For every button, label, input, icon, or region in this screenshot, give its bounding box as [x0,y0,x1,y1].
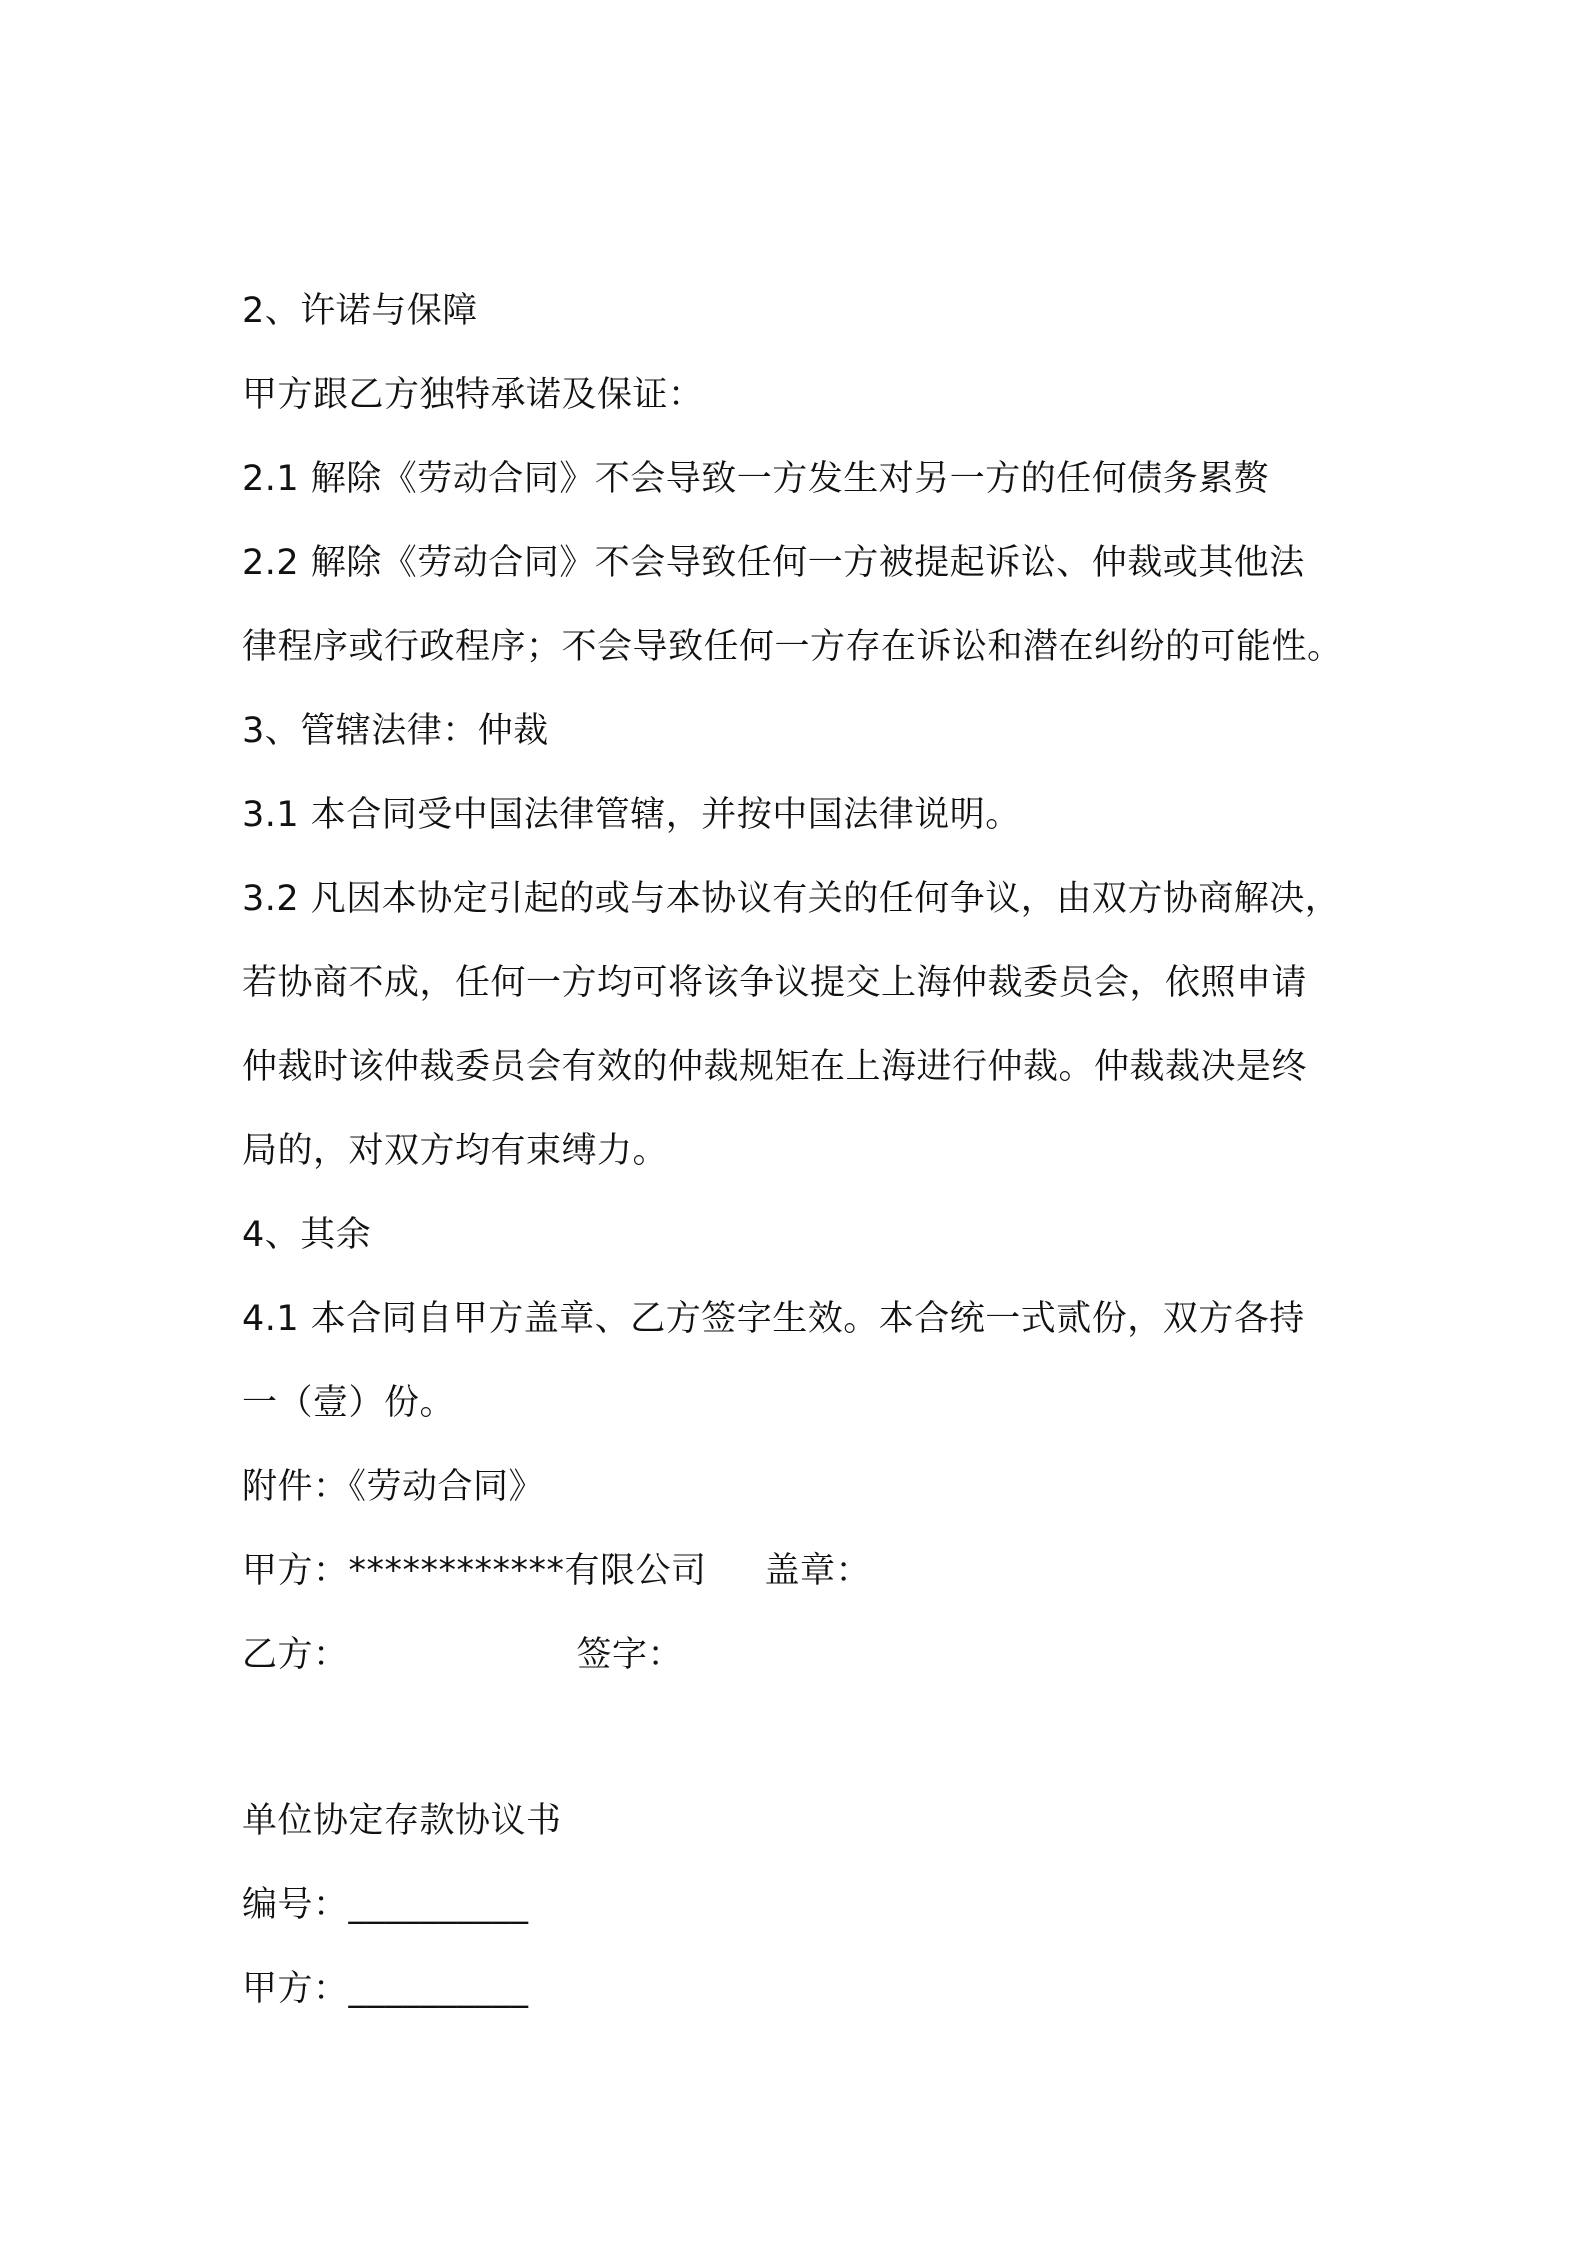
party-a-seal-label: 盖章： [764,1551,872,1591]
party-a-signature-line [242,1547,871,1595]
clause-4-1-line-1: 4.1 本合同自甲方盖章、乙方签字生效。本合统一式贰份，双方各持 [242,1299,1305,1339]
clause-3-2-line-3: 仲裁时该仲裁委员会有效的仲裁规矩在上海进行仲裁。仲裁裁决是终 [242,1047,1308,1087]
attachment-line: 附件：《劳动合同》 [242,1467,545,1507]
party-b-label: 乙方： [242,1635,349,1675]
second-doc-party-a-line: 甲方：__________ [242,1969,529,2009]
paragraph-line: 甲方跟乙方独特承诺及保证： [242,375,704,415]
party-a-label: 甲方：************有限公司 [242,1551,707,1591]
clause-2-2-line-1: 2.2 解除《劳动合同》不会导致任何一方被提起诉讼、仲裁或其他法 [242,543,1305,583]
clause-2-2-line-2: 律程序或行政程序；不会导致任何一方存在诉讼和潜在纠纷的可能性。 [242,627,1343,667]
section-heading-others: 4、其余 [242,1215,372,1255]
party-b-sign-label: 签字： [576,1635,684,1675]
clause-3-2-line-4: 局的，对双方均有束缚力。 [242,1131,669,1171]
second-doc-title: 单位协定存款协议书 [242,1801,562,1841]
clause-3-2-line-2: 若协商不成，任何一方均可将该争议提交上海仲裁委员会，依照申请 [242,963,1308,1003]
section-heading-governing-law: 3、管辖法律：仲裁 [242,711,549,751]
clause-2-1: 2.1 解除《劳动合同》不会导致一方发生对另一方的任何债务累赘 [242,459,1270,499]
second-doc-number-line: 编号：__________ [242,1885,529,1925]
clause-3-2-line-1: 3.2 凡因本协定引起的或与本协议有关的任何争议，由双方协商解决， [242,879,1341,919]
clause-4-1-line-2: 一（壹）份。 [242,1383,456,1423]
party-b-signature-line [242,1631,683,1679]
section-heading-commitments: 2、许诺与保障 [242,291,478,331]
clause-3-1: 3.1 本合同受中国法律管辖，并按中国法律说明。 [242,795,1021,835]
